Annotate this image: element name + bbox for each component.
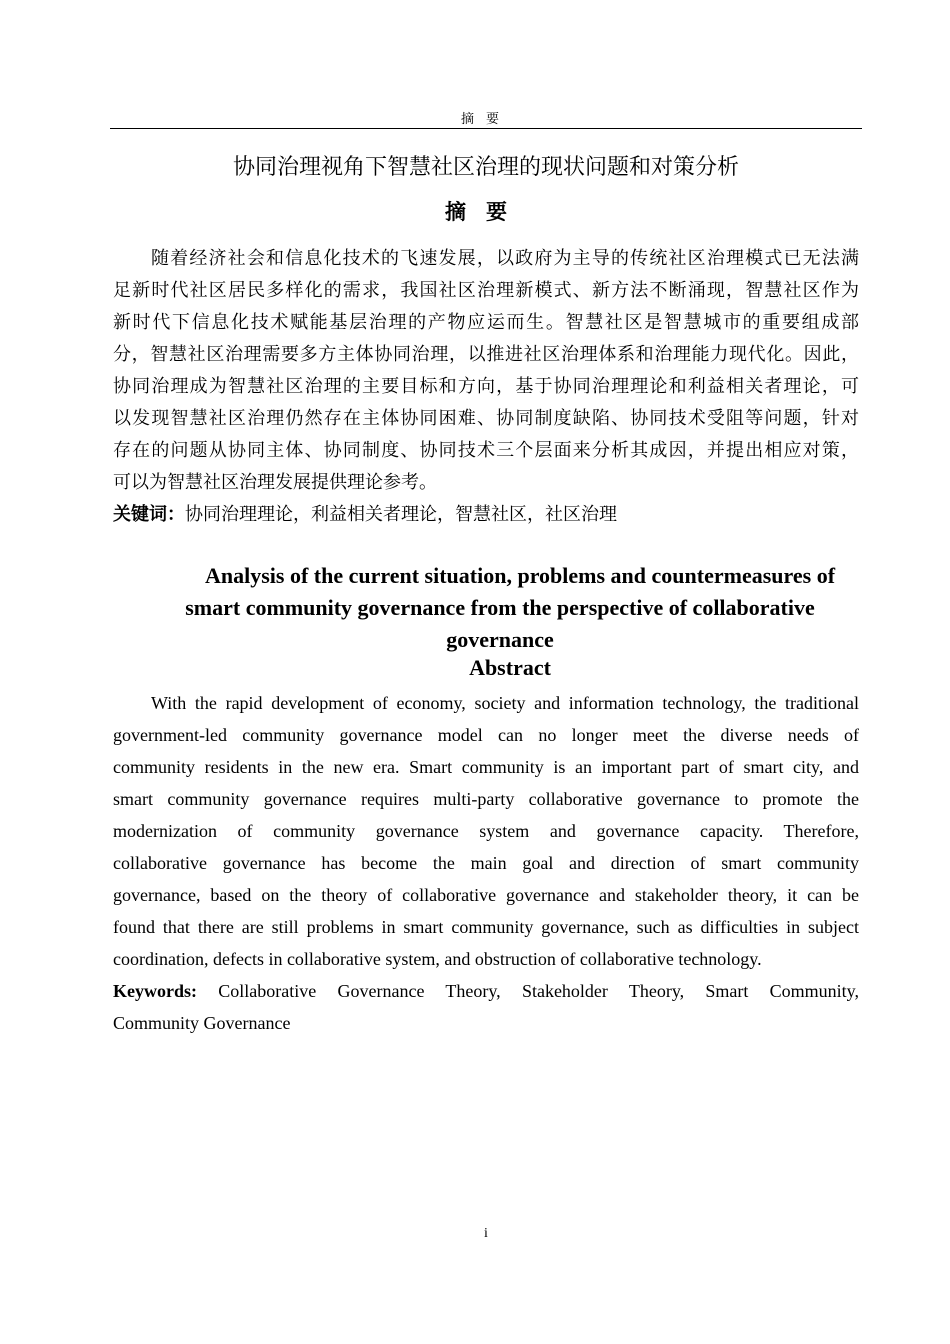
abstract-line: With the rapid development of economy, society and information technology, the traditional — [151, 693, 859, 713]
abstract-line: 足新时代社区居民多样化的需求，我国社区治理新模式、新方法不断涌现，智慧社区作为 — [113, 280, 859, 301]
keywords-continuation: Community Governance — [113, 1013, 291, 1033]
keywords-text: Collaborative Governance Theory, Stakeholder Theory, Smart Community, — [218, 981, 859, 1001]
chinese-title: 协同治理视角下智慧社区治理的现状问题和对策分析 — [232, 155, 739, 180]
abstract-line: 协同治理成为智慧社区治理的主要目标和方向，基于协同治理理论和利益相关者理论，可 — [113, 376, 859, 397]
abstract-line: 随着经济社会和信息化技术的飞速发展，以政府为主导的传统社区治理模式已无法满 — [151, 248, 859, 269]
abstract-line: coordination, defects in collaborative system, and obstruction of collaborative technology. — [113, 949, 762, 969]
keywords-text: 协同治理理论，利益相关者理论，智慧社区，社区治理 — [185, 504, 617, 525]
keywords-label: 关键词： — [113, 504, 185, 525]
abstract-line: smart community governance requires multi-party collaborative governance to promote the — [113, 789, 859, 809]
abstract-line: government-led community governance model can no longer meet the diverse needs of — [113, 725, 859, 745]
abstract-line: 存在的问题从协同主体、协同制度、协同技术三个层面来分析其成因，并提出相应对策， — [113, 440, 859, 461]
abstract-line: 新时代下信息化技术赋能基层治理的产物应运而生。智慧社区是智慧城市的重要组成部 — [113, 312, 859, 333]
abstract-line: 分，智慧社区治理需要多方主体协同治理，以推进社区治理体系和治理能力现代化。因此， — [113, 344, 859, 365]
abstract-line: collaborative governance has become the main goal and direction of smart community — [113, 853, 859, 873]
chinese-keywords — [113, 499, 859, 531]
english-abstract-heading: Abstract — [469, 655, 551, 680]
abstract-line: community residents in the new era. Smart community is an important part of smart city, and — [113, 757, 859, 777]
english-abstract-body — [113, 687, 859, 1039]
chinese-abstract-body — [113, 243, 859, 531]
title-line: smart community governance from the perspective of collaborative — [185, 595, 815, 620]
english-title — [130, 560, 870, 656]
abstract-line: found that there are still problems in smart community governance, such as difficulties in subject — [113, 917, 859, 937]
page-number: i — [484, 1226, 488, 1241]
abstract-line: 可以为智慧社区治理发展提供理论参考。 — [113, 472, 437, 493]
title-line: governance — [446, 627, 554, 652]
chinese-abstract-heading: 摘要 — [445, 200, 527, 224]
abstract-line: 以发现智慧社区治理仍然存在主体协同困难、协同制度缺陷、协同技术受阻等问题，针对 — [113, 408, 859, 429]
abstract-line: modernization of community governance system and governance capacity. Therefore, — [113, 821, 859, 841]
keywords-label: Keywords: — [113, 981, 197, 1001]
running-header: 摘要 — [460, 111, 511, 126]
abstract-line: governance, based on the theory of collaborative governance and stakeholder theory, it can be — [113, 885, 859, 905]
header-rule — [110, 128, 862, 129]
english-keywords — [113, 975, 859, 1007]
title-line: Analysis of the current situation, problems and countermeasures of — [204, 563, 836, 588]
